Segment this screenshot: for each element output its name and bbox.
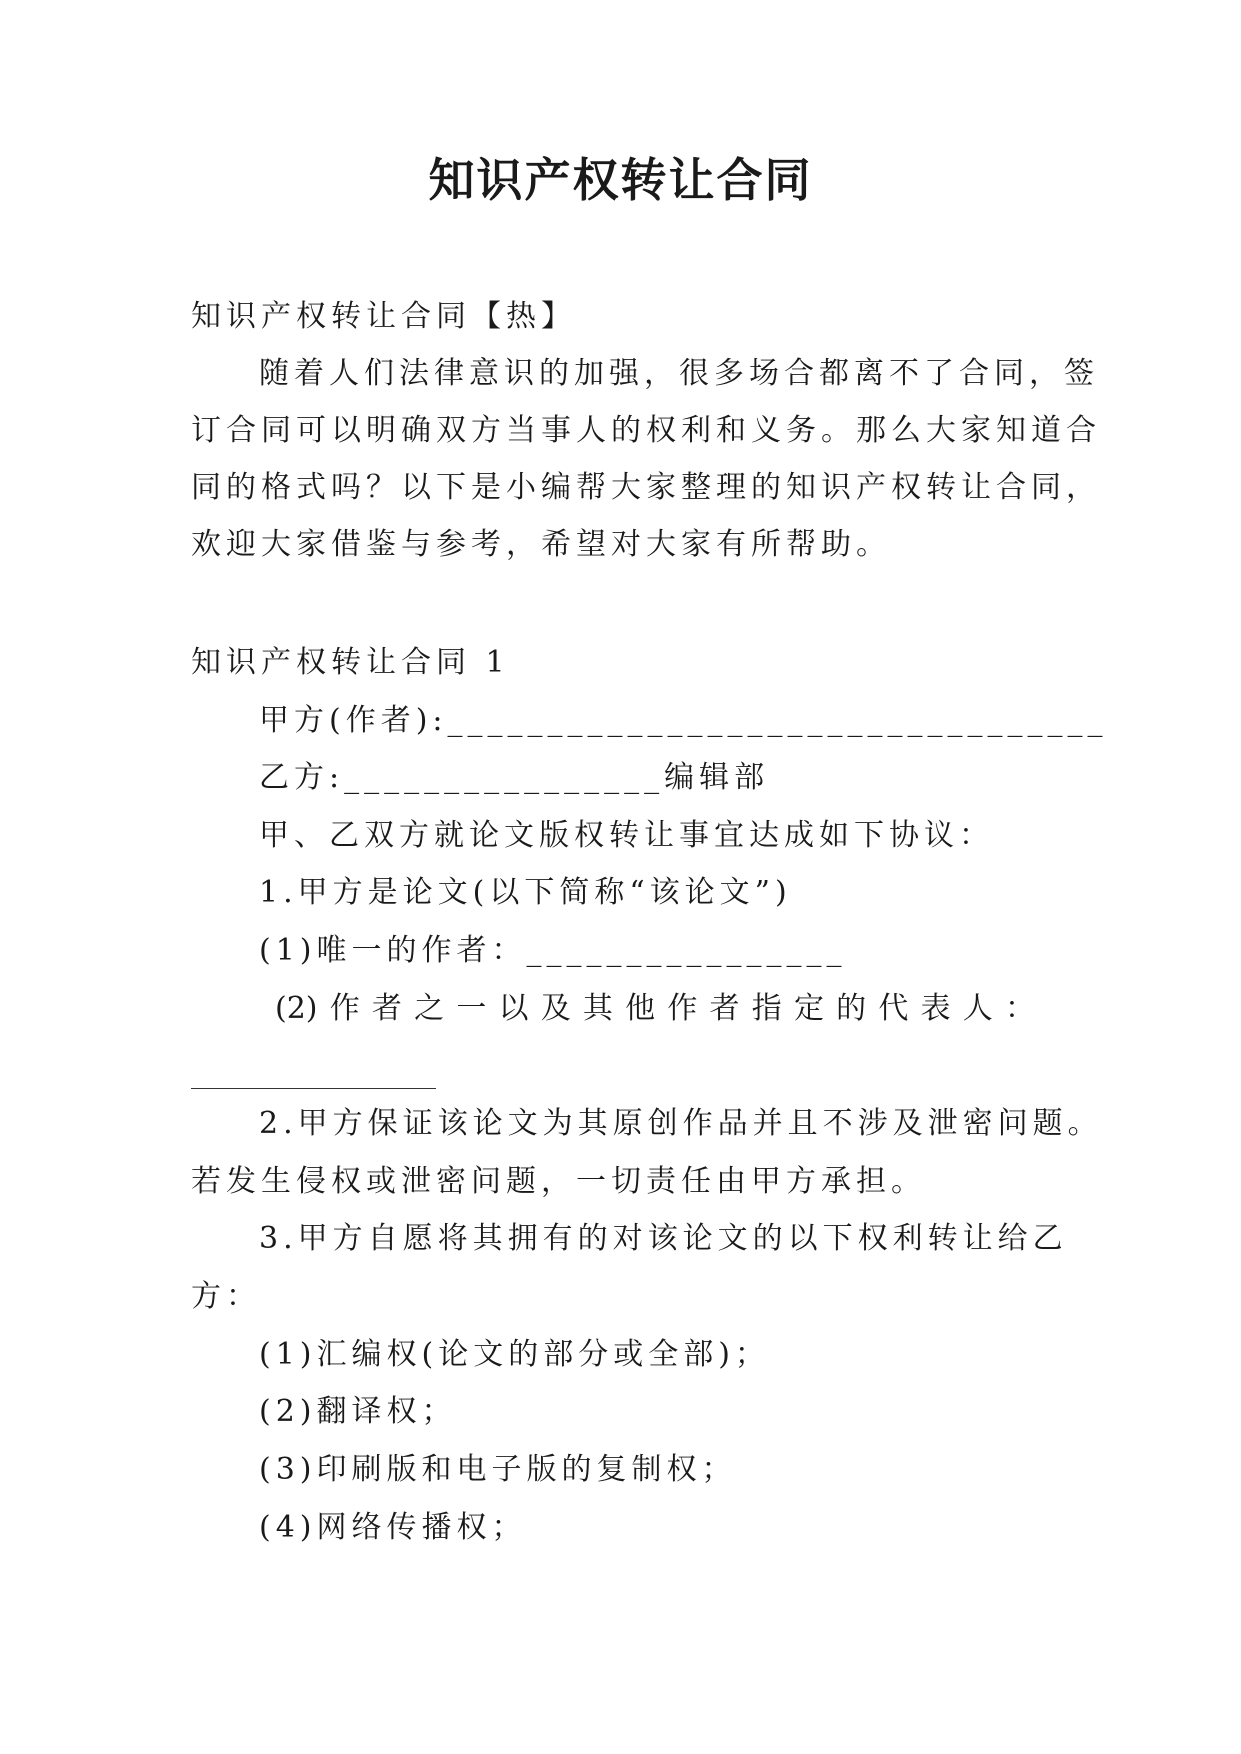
contract-heading: 知识产权转让合同 1 (191, 645, 510, 680)
justified-char: 者 (709, 991, 740, 1026)
clause-1-item-1: (1)唯一的作者：________________ (259, 933, 847, 968)
section-heading: 知识产权转让合同【热】 (191, 299, 576, 334)
justified-char: 作 (667, 991, 698, 1026)
intro-line: 订合同可以明确双方当事人的权利和义务。那么大家知道合 (191, 413, 1101, 448)
intro-line: 同的格式吗？以下是小编帮大家整理的知识产权转让合同， (191, 470, 1101, 505)
justified-char: ： (1004, 991, 1035, 1026)
justified-char: 代 (878, 991, 909, 1026)
right-item: (1)汇编权(论文的部分或全部)； (259, 1337, 770, 1372)
justified-char: 以 (498, 991, 529, 1026)
party-b-line: 乙方:________________编辑部 (259, 760, 770, 795)
clause-3-line: 3.甲方自愿将其拥有的对该论文的以下权利转让给乙 (259, 1221, 1068, 1256)
document-title: 知识产权转让合同 (428, 153, 813, 207)
clause-3-line: 方： (191, 1279, 261, 1314)
justified-char: (2) (275, 991, 318, 1026)
blank-underline (191, 1088, 436, 1089)
clause-1: 1.甲方是论文(以下简称“该论文”) (259, 875, 792, 910)
justified-char: 作 (329, 991, 360, 1026)
justified-char: 人 (962, 991, 993, 1026)
right-item: (3)印刷版和电子版的复制权； (259, 1452, 737, 1487)
right-item: (4)网络传播权； (259, 1510, 527, 1545)
justified-char: 表 (920, 991, 951, 1026)
justified-char: 一 (456, 991, 487, 1026)
clause-2-line: 2.甲方保证该论文为其原创作品并且不涉及泄密问题。 (259, 1106, 1103, 1141)
justified-char: 定 (793, 991, 824, 1026)
justified-char: 的 (836, 991, 867, 1026)
right-item: (2)翻译权； (259, 1394, 457, 1429)
justified-char: 其 (582, 991, 613, 1026)
clause-2-line: 若发生侵权或泄密问题，一切责任由甲方承担。 (191, 1164, 926, 1199)
justified-char: 指 (751, 991, 782, 1026)
agreement-line: 甲、乙双方就论文版权转让事宜达成如下协议： (259, 818, 994, 853)
intro-line: 随着人们法律意识的加强，很多场合都离不了合同，签 (259, 356, 1099, 391)
justified-char: 之 (414, 991, 445, 1026)
party-a-line: 甲方(作者):_________________________________ (259, 703, 1108, 738)
intro-line: 欢迎大家借鉴与参考，希望对大家有所帮助。 (191, 527, 891, 562)
justified-char: 及 (540, 991, 571, 1026)
justified-char: 者 (371, 991, 402, 1026)
justified-char: 他 (625, 991, 656, 1026)
clause-1-item-2 (275, 989, 1035, 1029)
